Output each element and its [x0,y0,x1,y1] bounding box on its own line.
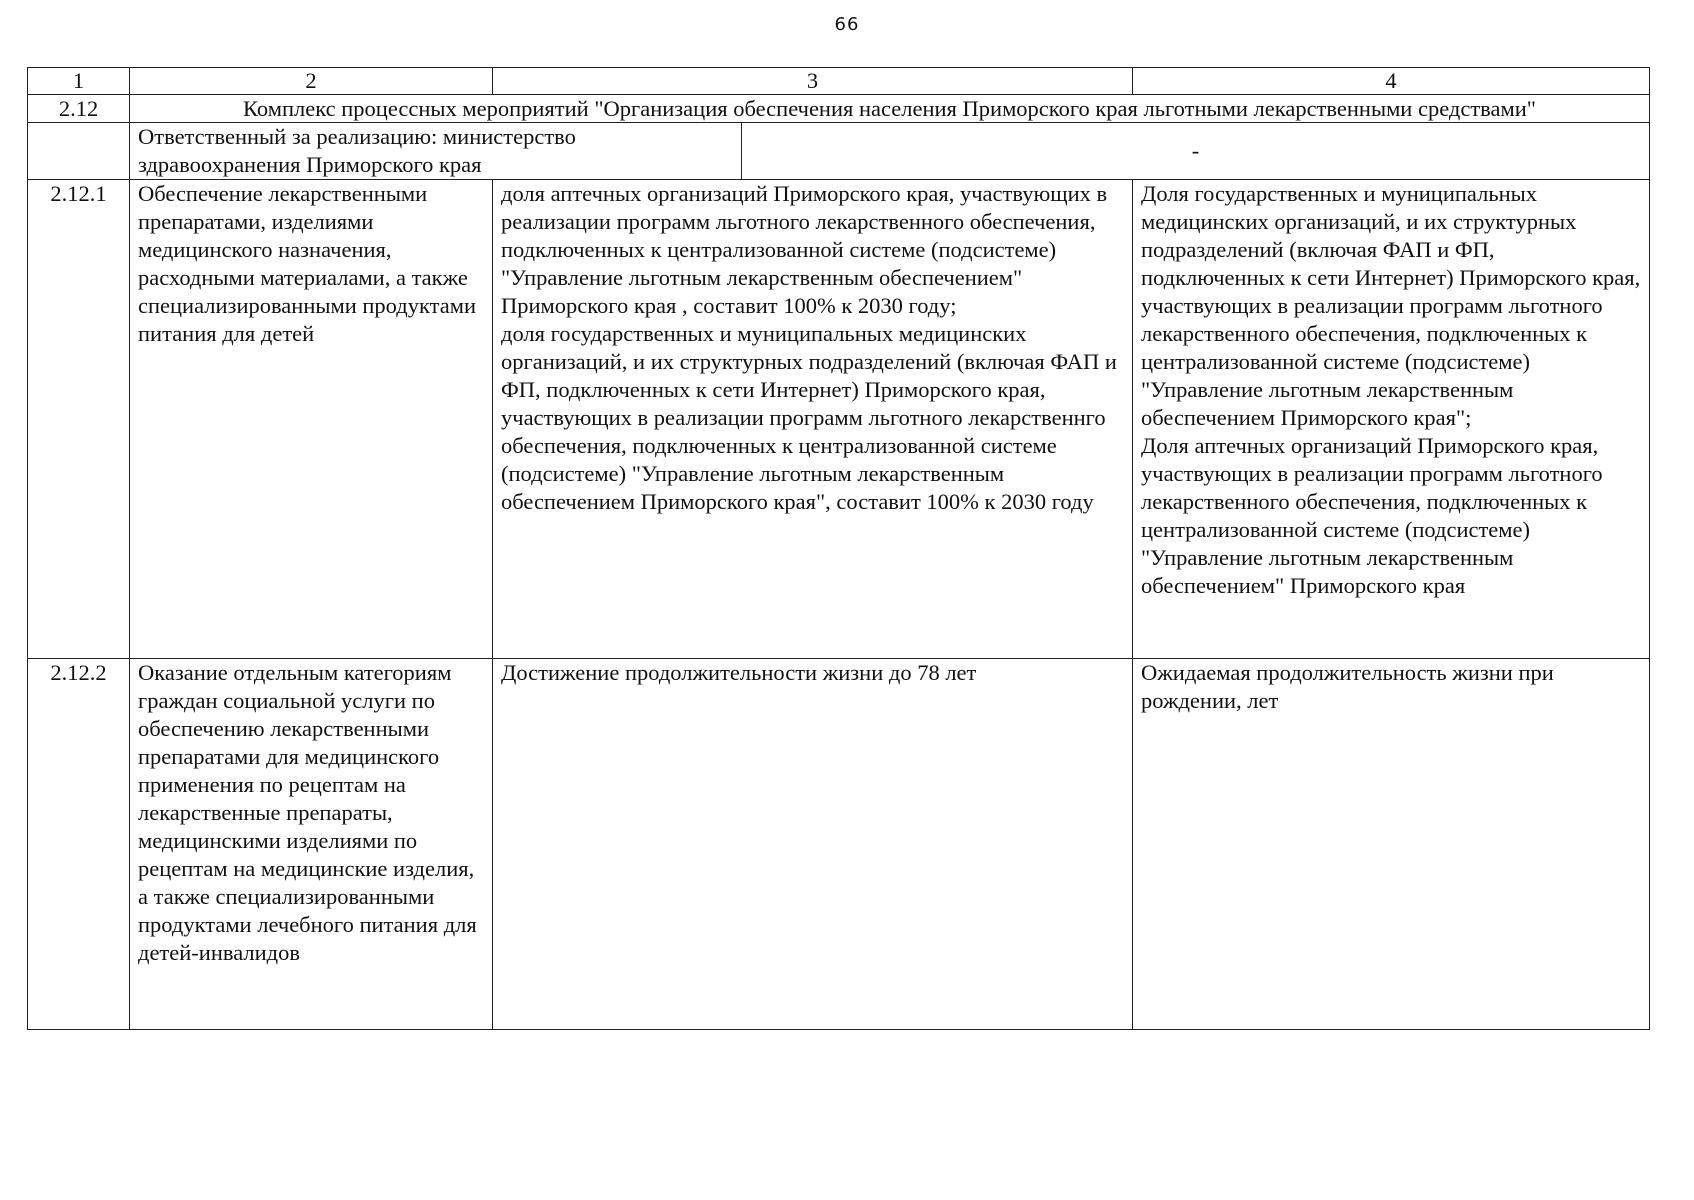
row-number: 2.12.1 [28,180,130,659]
column-header-4: 4 [1133,68,1650,95]
row-description: доля аптечных организаций Приморского края, участвующих в реализации программ льготного лекарственного обеспечения, подключенных к централизованной системе (подсистеме) "Управление льготным лекарственным обеспечением" Приморского края , составит 100% к 2030 году; доля государственных и муниципальных медицинских организаций, и их структурных подразделений (включая ФАП и ФП, подключенных к сети Интернет) Приморского края, участвующих в реализации программ льготного лекарственнго обеспечения, подключенных к централизованной системе (подсистеме) "Управление льготным лекарственным обеспечением Приморского края", составит 100% к 2030 году [493,180,1133,659]
responsible-value: - [1191,138,1200,163]
row-description: Достижение продолжительности жизни до 78 лет [493,659,1133,1030]
responsible-row [28,123,1650,180]
responsible-text: Ответственный за реализацию: министерство здравоохранения Приморского края [130,123,742,179]
measures-table [27,67,1650,1030]
row-task: Обеспечение лекарственными препаратами, изделиями медицинского назначения, расходными материалами, а также специализированными продуктами питания для детей [130,180,493,659]
responsible-cell [130,123,1650,180]
section-number: 2.12 [28,95,130,123]
table-row [28,659,1650,1030]
column-header-2: 2 [130,68,493,95]
table-row [28,180,1650,659]
row-number: 2.12.2 [28,659,130,1030]
column-header-1: 1 [28,68,130,95]
row-indicator: Доля государственных и муниципальных медицинских организаций, и их структурных подразделений (включая ФАП и ФП, подключенных к сети Интернет) Приморского края, участвующих в реализации программ льготного лекарственного обеспечения, подключенных к централизованной системе (подсистеме) "Управление льготным лекарственным обеспечением Приморского края"; Доля аптечных организаций Приморского края, участвующих в реализации программ льготного лекарственного обеспечения, подключенных к централизованной системе (подсистеме) "Управление льготным лекарственным обеспечением" Приморского края [1133,180,1650,659]
responsible-number-cell [28,123,130,180]
row-indicator: Ожидаемая продолжительность жизни при рождении, лет [1133,659,1650,1030]
section-title: Комплекс процессных мероприятий "Организация обеспечения населения Приморского края льготными лекарственными средствами" [130,95,1650,123]
column-header-3: 3 [493,68,1133,95]
section-row [28,95,1650,123]
column-header-row [28,68,1650,95]
page-number: 66 [834,14,860,35]
row-task: Оказание отдельным категориям граждан социальной услуги по обеспечению лекарственными препаратами для медицинского применения по рецептам на лекарственные препараты, медицинскими изделиями по рецептам на медицинские изделия, а также специализированными продуктами лечебного питания для детей-инвалидов [130,659,493,1030]
